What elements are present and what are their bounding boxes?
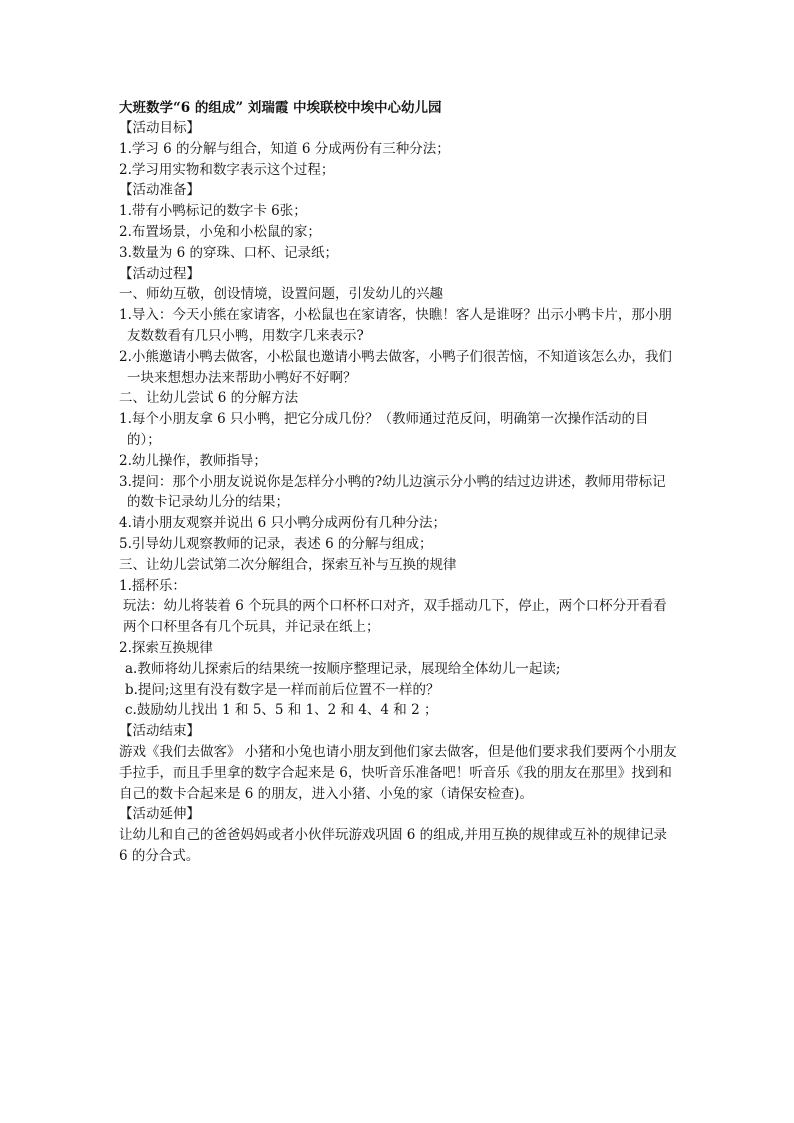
part1-item: 1.导入：今天小熊在家请客，小松鼠也在家请客，快瞧！客人是谁呀？出示小鸭卡片，那小朋友数数看有几只小鸭，用数字几来表示? [119, 307, 672, 344]
prep-item: 2.布置场景，小兔和小松鼠的家； [119, 223, 321, 240]
part3-subitem: c.鼓励幼儿找出 1 和 5、5 和 1、2 和 4、4 和 2 ； [125, 702, 438, 719]
process-heading: 【活动过程】 [119, 265, 200, 282]
part3-item: 1.摇杯乐： [119, 577, 186, 594]
part3-item: 2.探索互换规律 [119, 639, 213, 656]
document-body [119, 98, 679, 867]
goal-item: 1.学习 6 的分解与组合，知道 6 分成两份有三种分法； [119, 140, 450, 157]
part2-item: 1.每个小朋友拿 6 只小鸭，把它分成几份？（教师通过范反问，明确第一次操作活动的目的）； [119, 411, 649, 448]
part2-item: 2.幼儿操作，教师指导； [119, 452, 267, 469]
document-title: 大班数学“6 的组成” 刘瑞霞 中埃联校中埃中心幼儿园 [119, 100, 442, 116]
goals-heading: 【活动目标】 [119, 120, 200, 136]
end-heading: 【活动结束】 [119, 723, 200, 740]
part1-item: 2.小熊邀请小鸭去做客，小松鼠也邀请小鸭去做客，小鸭子们很苦恼，不知道该怎么办，我们一块来想想办法来帮助小鸭好不好啊？ [119, 348, 672, 386]
part3-subitem: b.提问;这里有没有数字是一样而前后位置不一样的？ [125, 681, 440, 698]
part3-item-detail: 玩法：幼儿将装着 6 个玩具的两个口杯杯口对齐，双手摇动几下，停止，两个口杯分开看看两个口杯里各有几个玩具，并记录在纸上； [123, 598, 667, 636]
prep-item: 3.数量为 6 的穿珠、口杯、记录纸； [119, 244, 339, 261]
extension-text: 让幼儿和自己的爸爸妈妈或者小伙伴玩游戏巩固 6 的组成,并用互换的规律或互补的规律记录 6 的分合式。 [119, 827, 667, 864]
part2-item: 3.提问：那个小朋友说说你是怎样分小鸭的?幼儿边演示分小鸭的结过边讲述，教师用带标记的数卡记录幼儿分的结果； [119, 473, 666, 511]
extension-heading: 【活动延伸】 [119, 806, 200, 823]
part2-item: 5.引导幼儿观察教师的记录，表述 6 的分解与组成； [119, 535, 433, 552]
part1-heading: 一、师幼互敬，创设情境，设置问题，引发幼儿的兴趣 [119, 286, 443, 303]
part2-item: 4.请小朋友观察并说出 6 只小鸭分成两份有几种分法； [119, 515, 447, 532]
prep-item: 1.带有小鸭标记的数字卡 6张； [119, 203, 307, 220]
part3-heading: 三、让幼儿尝试第二次分解组合，探索互补与互换的规律 [119, 556, 457, 573]
end-text: 游戏《我们去做客》 小猪和小兔也请小朋友到他们家去做客，但是他们要求我们要两个小朋友手拉手，而且手里拿的数字合起来是 6，快听音乐准备吧！听音乐《我的朋友在那里》找到和自己的数卡合起来是 6 的朋友，进入小猪、小兔的家（请保安检查)。 [119, 743, 677, 802]
part3-subitem: a.教师将幼儿探索后的结果统一按顺序整理记录，展现给全体幼儿一起读; [125, 660, 561, 677]
prep-heading: 【活动准备】 [119, 182, 200, 199]
goal-item: 2.学习用实物和数字表示这个过程； [119, 161, 335, 178]
part2-heading: 二、让幼儿尝试 6 的分解方法 [119, 390, 299, 407]
